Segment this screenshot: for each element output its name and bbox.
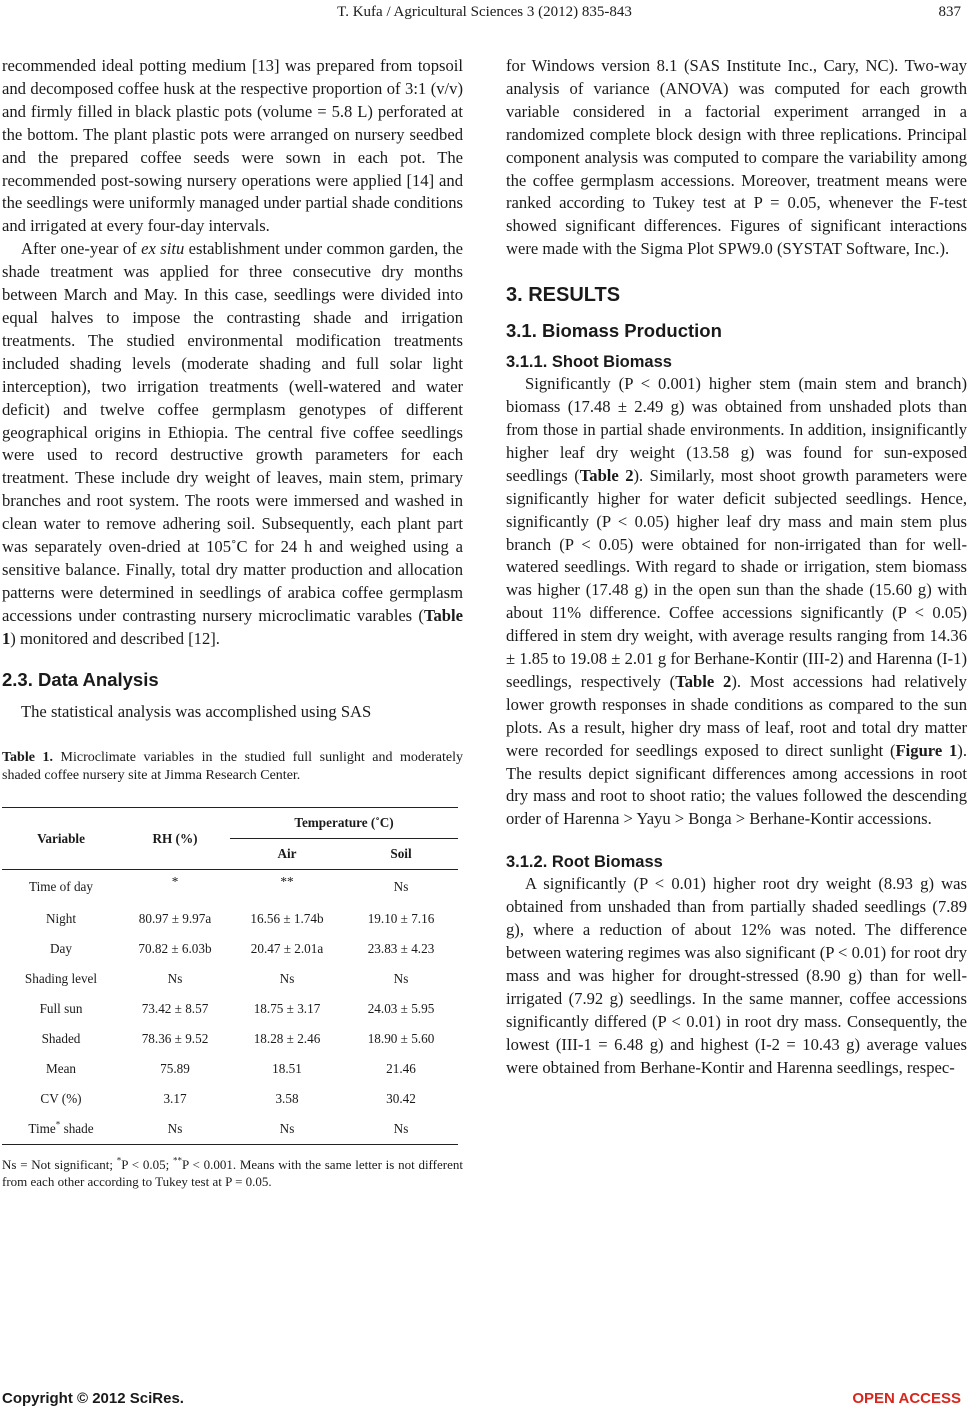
table-row: CV (%) 3.17 3.58 30.42: [40, 1091, 416, 1107]
table1-header-temperature: Temperature (˚C): [230, 808, 458, 839]
paragraph-data-analysis: The statistical analysis was accomplished using SAS: [21, 701, 372, 721]
heading-data-analysis: 2.3. Data Analysis: [2, 668, 159, 690]
table1-header-soil: Soil: [390, 846, 412, 862]
table-row: Time of day * ** Ns: [29, 874, 409, 895]
table2-reference[interactable]: Table 2: [675, 671, 732, 691]
table1-header-rh: RH (%): [152, 830, 198, 846]
table-row: Night 80.97 ± 9.97a 16.56 ± 1.74b 19.10 ± 7.16: [45, 911, 435, 927]
table-row: Mean 75.89 18.51 21.46: [45, 1061, 416, 1077]
paragraph-potting-medium: recommended ideal potting medium [13] was prepared from topsoil and decomposed coffee husk at the respective proportion of 3:1 (v/v) and firmly filled in black plastic pots (volume = 5.8 L) perforated at the bottom. The plant plastic pots were arranged on nursery seedbed and the prepared coffee seeds were sown in each pot. The recommended post-sowing nursery operations were applied [14] and the seedlings were uniformly managed under partial shade conditions and irrigated at every four-day intervals.: [2, 56, 463, 236]
footer-open-access: OPEN ACCESS: [852, 1390, 961, 1407]
table-row: Time* shade Ns Ns Ns: [2, 1114, 458, 1145]
running-title: T. Kufa / Agricultural Sciences 3 (2012) 835-843: [337, 4, 632, 20]
left-column: [2, 55, 463, 1190]
table1-reference[interactable]: Table 1: [2, 605, 463, 648]
table1-caption: Table 1. Microclimate variables in the studied full sunlight and moderately shaded coffee nursery site at Jimma Research Center.: [2, 750, 464, 783]
table1-footnote: Ns = Not significant; *P < 0.05; **P < 0.001. Means with the same letter is not different from each other according to Tukey test at P = 0.05.: [2, 1156, 463, 1190]
table1-header-variable: Variable: [37, 830, 85, 846]
page-number: 837: [938, 4, 961, 20]
paragraph-shade-treatment: After one-year of ex situ establishment under common garden, the shade treatment was applied for three consecutive dry months between March and May. In this case, seedlings were divided into equal halves to impose the contrasting shade and irrigation treatments. The studied environmental modification treatments included shading levels (moderate shading and full solar light interception), two irrigation treatments (well-watered and water deficit) and twelve coffee germplasm genotypes of different geographical origins in Ethiopia. The central five coffee seedlings were used to record destructive growth parameters for each treatment. These include dry weight of leaves, main stem, primary branches and root system. The roots were immersed and washed in clean water to remove adhering soil. Subsequently, each plant part was separately oven-dried at 105˚C for 24 h and weighed using a sensitive balance. Finally, total dry matter production and allocation patterns were determined in seedlings of arabica coffee germplasm accessions under contrasting nursery microclimatic varables (Table 1) monitored and described [12].: [2, 239, 463, 648]
table-row: Full sun 73.42 ± 8.57 18.75 ± 3.17 24.03 ± 5.95: [39, 1001, 435, 1017]
paragraph-root-biomass: A significantly (P < 0.01) higher root dry weight (8.93 g) was obtained from unshaded than from partially shaded seedlings (7.89 g), where a reduction of about 12% was noted. The difference between watering regimes was also significant (P < 0.01) for root dry mass and was higher for drought-stressed (8.90 g) than for well-irrigated (7.92 g) seedlings. In the same manner, coffee accessions significantly differed (P < 0.01) in root dry mass. Consequently, the lowest (III-1 = 6.48 g) and highest (I-2 = 10.43 g) average values were obtained from Berhane-Kontir and Harenna seedlings, respec-: [506, 874, 967, 1077]
paragraph-shoot-biomass: Significantly (P < 0.001) higher stem (main stem and branch) biomass (17.48 ± 2.49 g) was obtained from unshaded plots than from those in partial shade environments. In addition, insignificantly higher leaf dry weight (13.58 g) was found for sun-exposed seedlings (Table 2). Similarly, most shoot growth parameters were significantly higher for water deficit subjected seedlings. Hence, significantly (P < 0.05) higher leaf dry mass and main stem plus branch (P < 0.05) were obtained for non-irrigated than for well-watered seedlings. With regard to shade or irrigation, stem biomass was higher (17.48 g) in the open sun than the shade (15.60 g) with about 11% difference. Coffee accessions significantly (P < 0.05) differed in stem dry weight, with average results ranging from 14.36 ± 1.85 to 19.08 ± 2.01 g for Berhane-Kontir (III-2) and Harenna (I-1) seedlings, respectively (Table 2). Most accessions had relatively lower growth responses in shade conditions as compared to the sun plots. As a result, higher dry mass of leaf, root and total dry matter were recorded for seedlings exposed to direct sunlight (Figure 1). The results depict significant differences among accessions in root dry mass and root to shoot ratio; the values followed the descending order of Harenna > Yayu > Bonga > Berhane-Kontir accessions.: [506, 374, 967, 829]
table1: [2, 807, 458, 1145]
paragraph-sas: for Windows version 8.1 (SAS Institute Inc., Cary, NC). Two-way analysis of variance (ANOVA) was computed for each growth variable considered in a factorial experiment arranged in a randomized complete block design with three replications. Principal component analysis was computed to compare the variability among the coffee germplasm accessions. Moreover, treatment means were ranked according to Tukey test at P = 0.05, whenever the F-test showed significant differences. Figures of significant interactions were made with the Sigma Plot SPW9.0 (SYSTAT Software, Inc.).: [506, 56, 967, 259]
table1-header-air: Air: [277, 846, 297, 862]
running-header: [0, 4, 969, 21]
table-row: Day 70.82 ± 6.03b 20.47 ± 2.01a 23.83 ± 4.23: [50, 941, 435, 957]
heading-root-biomass: 3.1.2. Root Biomass: [506, 853, 663, 872]
heading-results: 3. RESULTS: [506, 284, 621, 307]
heading-biomass-production: 3.1. Biomass Production: [506, 320, 722, 342]
right-column: [506, 55, 967, 1079]
heading-shoot-biomass: 3.1.1. Shoot Biomass: [506, 353, 672, 372]
table2-reference[interactable]: Table 2: [579, 465, 634, 485]
table-row: Shaded 78.36 ± 9.52 18.28 ± 2.46 18.90 ± 5.60: [41, 1031, 435, 1047]
footer-copyright: Copyright © 2012 SciRes.: [2, 1390, 184, 1407]
figure1-reference[interactable]: Figure 1: [895, 740, 958, 760]
table-row: Shading level Ns Ns Ns: [24, 971, 409, 987]
